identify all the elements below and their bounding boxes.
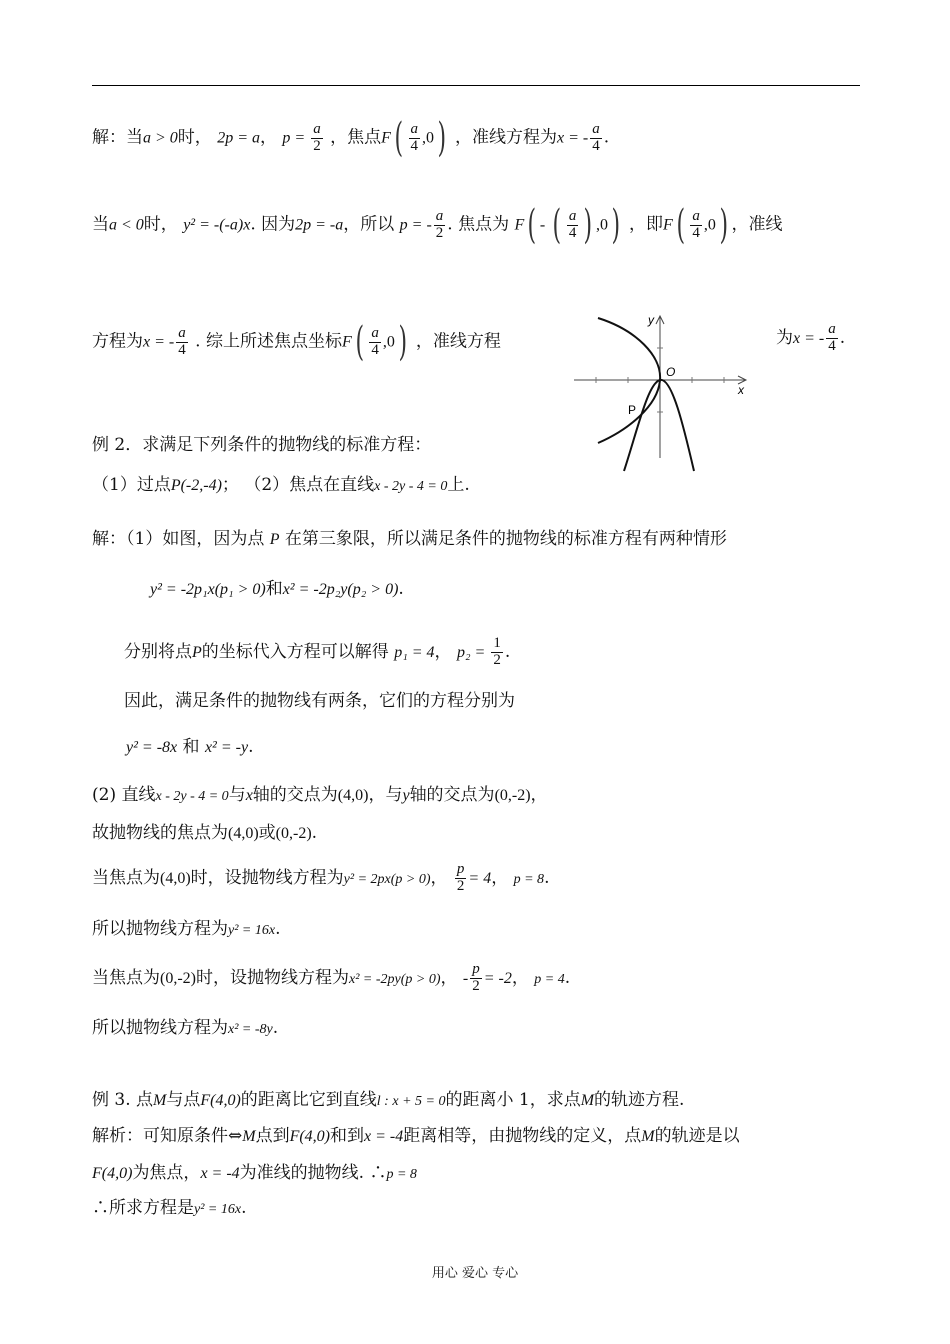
solution-part-2-line-3: 当焦点为(4,0)时，设抛物线方程为y² = 2px(p > 0)， $\frac{p}{2}$ = 4， p = 8. (92, 861, 550, 894)
example-2-title: 例 2．求满足下列条件的抛物线的标准方程： (92, 435, 432, 455)
y-axis-label: y (648, 313, 654, 327)
fraction: $\frac{a}{4}$ (371, 324, 379, 358)
example-3-analysis-2: F(4,0)为焦点，x = -4为准线的抛物线. ∴p = 8 (92, 1163, 417, 1183)
fraction: $\frac{a}{4}$ (592, 120, 600, 154)
parabola-down (624, 380, 694, 471)
fraction: $\frac{a}{4}$ (828, 321, 836, 354)
fraction: $\frac{a}{4}$ (692, 207, 700, 241)
solution-line-3-tail: 为x = - $\frac{a}{4}$ . (776, 321, 846, 354)
point-p-label: P (628, 403, 637, 417)
parabola-figure (566, 308, 756, 478)
solution-2-results: y² = -8x 和 x² = -y. (126, 737, 254, 757)
origin-label: O (666, 365, 676, 379)
page-footer: 用心 爱心 专心 (431, 1266, 519, 1281)
example-2-conditions: （1）过点P(-2,-4)； （2）焦点在直线x - 2y - 4 = 0上. (92, 475, 470, 495)
fraction: $\frac{a}{4}$ (410, 120, 418, 154)
example-3-title: 例 3. 点M与点F(4,0)的距离比它到直线l : x + 5 = 0的距离小 1，求点M的轨迹方程. (92, 1090, 685, 1110)
fraction: $\frac{p}{2}$ (472, 961, 480, 994)
fraction: $\frac{a}{4}$ (178, 324, 186, 358)
fraction: $\frac{a}{2}$ (435, 207, 444, 241)
fraction: $\frac{a}{4}$ (568, 207, 577, 241)
solution-2-equations: y² = -2p₁x(p₁ > 0)和x² = -2p₂y(p₂ > 0). (150, 579, 404, 599)
x-axis-label: x (738, 383, 744, 397)
solution-part-2-line-4: 所以抛物线方程为y² = 16x. (92, 919, 281, 939)
solution-2-line-1: 解：（1）如图，因为点 P 在第三象限，所以满足条件的抛物线的标准方程有两种情形 (92, 529, 727, 549)
solution-2-line-4: 因此，满足条件的抛物线有两条，它们的方程分别为 (124, 691, 515, 711)
example-3-answer: ∴所求方程是y² = 16x. (92, 1198, 247, 1218)
solution-part-2-line-2: 故抛物线的焦点为(4,0)或(0,-2). (92, 823, 318, 843)
fraction: $\frac{a}{2}$ (313, 120, 321, 154)
solution-line-1: 解：当a > 0时， 2p = a， p = $\frac{a}{2}$ ，焦点F( $\frac{a}{4}$ ,0) ，准线方程为x = - $\frac{a}{4}$ . (92, 115, 610, 161)
solution-2-line-3: 分别将点P的坐标代入方程可以解得 p₁ = 4， p₂ = $\frac{1}{2}$ . (124, 635, 511, 668)
header-rule (92, 85, 860, 86)
example-3-analysis-1: 解析：可知原条件⇔M点到F(4,0)和到x = -4距离相等，由抛物线的定义，点M的轨迹是以 (92, 1126, 740, 1146)
fraction: $\frac{p}{2}$ (456, 861, 465, 894)
solution-part-2-line-1: (2) 直线x - 2y - 4 = 0与x轴的交点为(4,0)，与y轴的交点为(0,-2)， (92, 785, 548, 805)
fraction: $\frac{1}{2}$ (493, 635, 501, 668)
solution-part-2-line-5: 当焦点为(0,-2)时，设抛物线方程为x² = -2py(p > 0)， - $\frac{p}{2}$ = -2， p = 4. (92, 961, 571, 994)
solution-line-3: 方程为x = - $\frac{a}{4}$ . 综上所述焦点坐标F( $\frac{a}{4}$ ,0) ，准线方程 (92, 319, 501, 365)
solution-part-2-line-6: 所以抛物线方程为x² = -8y. (92, 1018, 279, 1038)
solution-line-2: 当a < 0时， y² = -(-a)x. 因为2p = -a，所以 p = - $\frac{a}{2}$ . 焦点为 F( - ( $\frac{a}{4}$ ) ,0) ，即F( $\frac{a}{4}$ ,0) ，准线 (92, 202, 783, 248)
